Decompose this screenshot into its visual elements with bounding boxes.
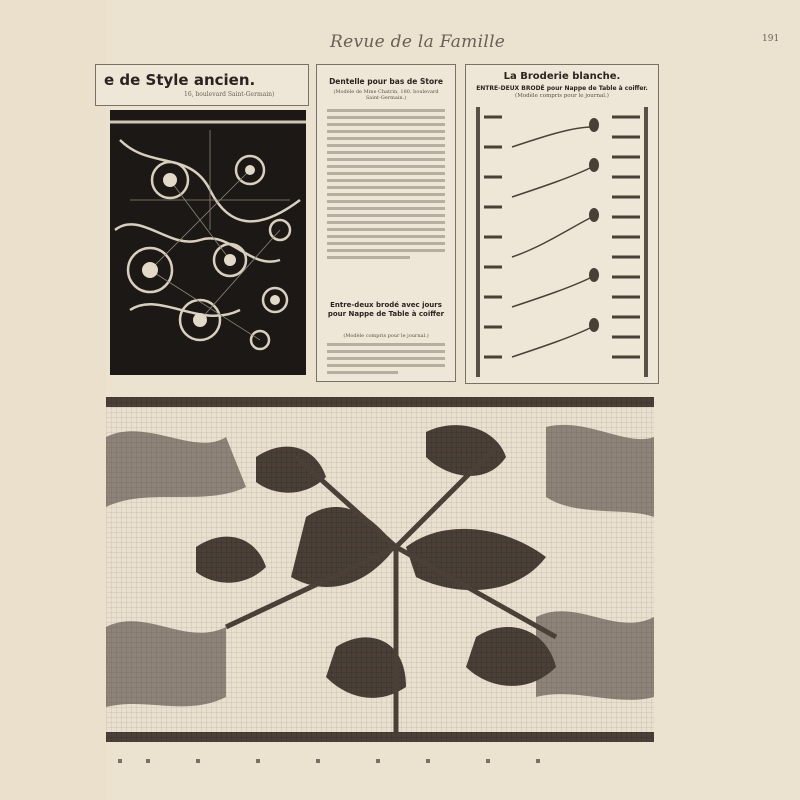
legend-item	[256, 758, 262, 764]
lace-photo	[110, 110, 306, 375]
legend-item	[146, 758, 152, 764]
page-number: 191	[762, 34, 780, 44]
tapestry-grid-chart	[106, 397, 654, 742]
stitch-legend	[118, 758, 658, 770]
embroidery-pattern-illustration	[472, 107, 652, 377]
entre-deux-body-text	[327, 343, 445, 378]
style-ancien-title: e de Style ancien.	[104, 71, 256, 89]
entre-deux-subtitle: (Modèle compris pour le journal.)	[343, 333, 429, 339]
broderie-line1: ENTRE-DEUX BRODÉ pour Nappe de Table à coiffer.	[476, 85, 648, 92]
lace-pattern-illustration	[110, 110, 306, 375]
entre-deux-title: Entre-deux brodé avec jours pour Nappe de Table à coiffer	[327, 301, 445, 318]
legend-item	[316, 758, 322, 764]
legend-item	[426, 758, 432, 764]
dentelle-subtitle: (Modèle de Mme Chatrin, 180, boulevard Saint-Germain.)	[333, 89, 439, 101]
legend-item	[486, 758, 492, 764]
broderie-blanche-box	[465, 64, 659, 384]
legend-item	[118, 758, 124, 764]
broderie-line2: (Modèle compris pour le journal.)	[515, 93, 609, 99]
style-ancien-title-box	[95, 64, 309, 106]
masthead: Revue de la Famille	[330, 32, 506, 52]
center-text-column	[316, 64, 456, 382]
legend-item	[196, 758, 202, 764]
broderie-title: La Broderie blanche.	[503, 71, 621, 82]
legend-item	[536, 758, 542, 764]
dentelle-title: Dentelle pour bas de Store	[329, 77, 443, 86]
page-gutter	[0, 0, 106, 800]
dentelle-body-text	[327, 109, 445, 263]
legend-item	[376, 758, 382, 764]
style-ancien-subtitle: 16, boulevard Saint-Germain)	[184, 91, 275, 98]
